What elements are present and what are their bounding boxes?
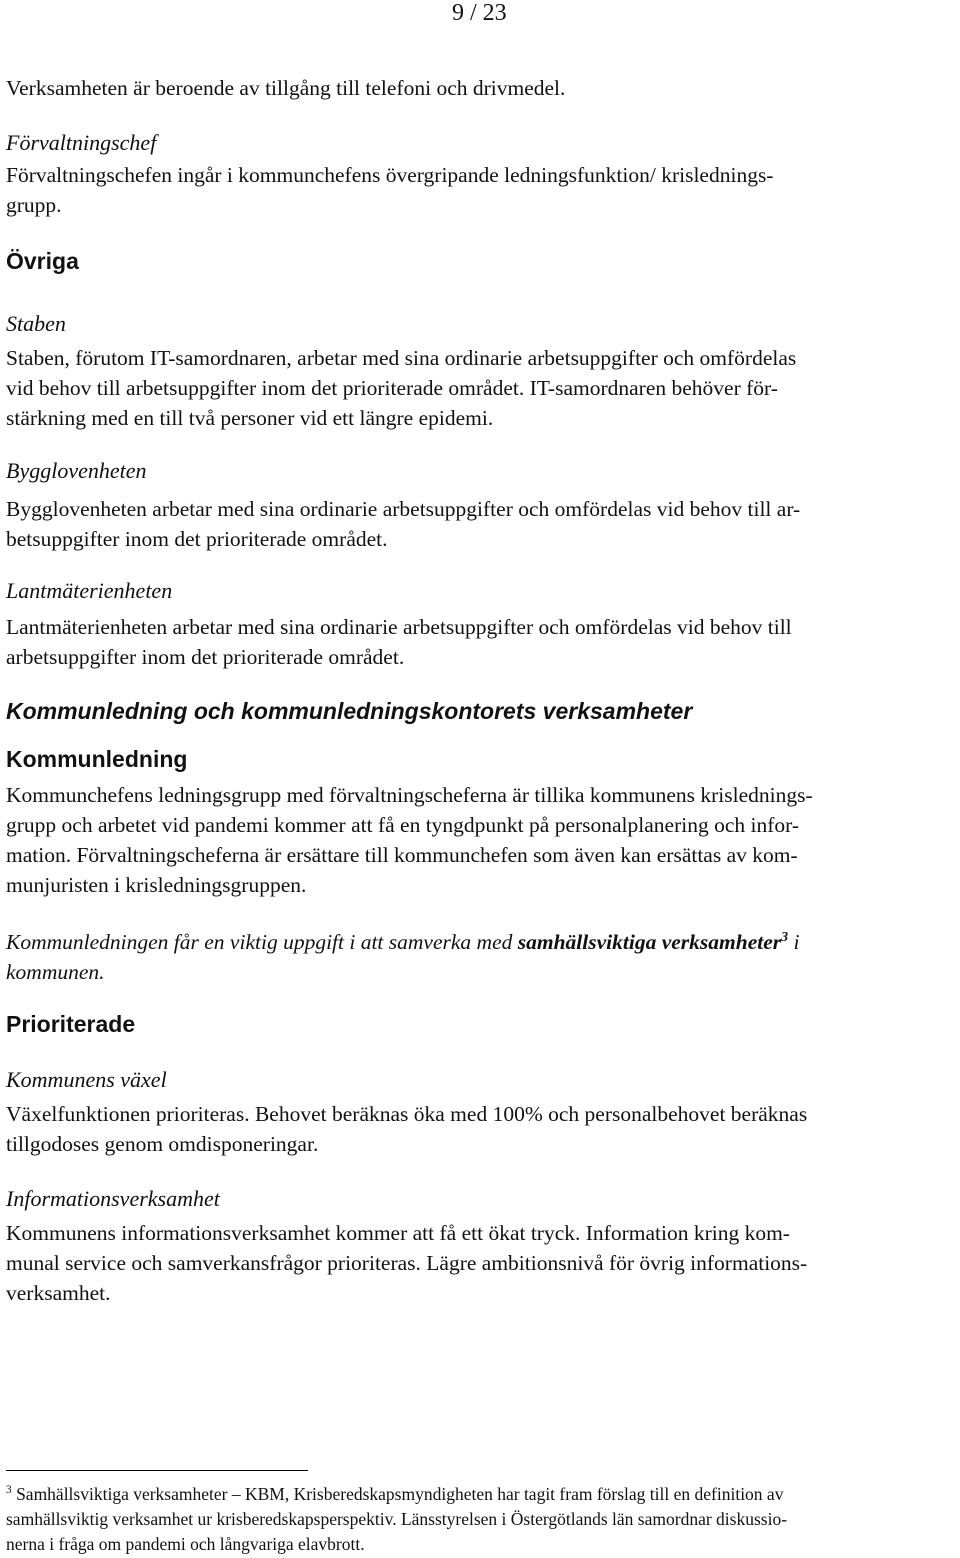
text-line xyxy=(6,927,954,957)
text-line: Kommunchefens ledningsgrupp med förvaltningscheferna är tillika kommunens krislednings- xyxy=(6,783,813,807)
heading-kommunledning-section: Kommunledning och kommunledningskontorets verksamheter xyxy=(6,698,693,724)
text-line: Förvaltningschefen ingår i kommunchefens övergripande ledningsfunktion/ krislednings- xyxy=(6,163,774,187)
intro-paragraph: Verksamheten är beroende av tillgång till telefoni och drivmedel. xyxy=(6,76,566,100)
paragraph-staben xyxy=(6,343,954,433)
text-line: munal service och samverkansfrågor prioriteras. Lägre ambitionsnivå för övrig informations- xyxy=(6,1251,808,1275)
heading-staben: Staben xyxy=(6,311,66,336)
paragraph-forvaltningschef xyxy=(6,160,954,220)
text-line: betsuppgifter inom det prioriterade området. xyxy=(6,527,388,551)
paragraph-kommunledning-note xyxy=(6,927,954,987)
paragraph-bygglovenheten xyxy=(6,494,954,554)
text-line: mation. Förvaltningscheferna är ersättare till kommunchefen som även kan ersättas av kom- xyxy=(6,843,798,867)
text-line: Bygglovenheten arbetar med sina ordinarie arbetsuppgifter och omfördelas vid behov till ar- xyxy=(6,497,801,521)
page-number: 9 / 23 xyxy=(452,0,507,26)
paragraph-informationsverksamhet xyxy=(6,1218,954,1308)
text-line: tillgodoses genom omdisponeringar. xyxy=(6,1132,319,1156)
paragraph-kommunledning xyxy=(6,780,954,900)
text-line xyxy=(6,1482,954,1507)
heading-ovriga: Övriga xyxy=(6,248,79,274)
footnote-marker: 3 xyxy=(6,1484,12,1497)
text-line: samhällsviktig verksamhet ur krisberedskapsperspektiv. Länsstyrelsen i Östergötlands län samordnar diskussio- xyxy=(6,1509,788,1529)
text-line: vid behov till arbetsuppgifter inom det prioriterade området. IT-samordnaren behöver för- xyxy=(6,376,778,400)
heading-forvaltningschef: Förvaltningschef xyxy=(6,130,157,155)
paragraph-vaxel xyxy=(6,1099,954,1159)
note-emphasis: samhällsviktiga verksamheter xyxy=(517,930,782,954)
text-line: kommunen. xyxy=(6,960,105,984)
note-text: Kommunledningen får en viktig uppgift i att samverka med xyxy=(6,930,518,954)
text-line: stärkning med en till två personer vid ett längre epidemi. xyxy=(6,406,494,430)
heading-prioriterade: Prioriterade xyxy=(6,1011,136,1037)
note-text: i xyxy=(788,930,800,954)
heading-bygglovenheten: Bygglovenheten xyxy=(6,458,147,483)
text-line: arbetsuppgifter inom det prioriterade området. xyxy=(6,645,405,669)
heading-lantmaterienheten: Lantmäterienheten xyxy=(6,578,173,603)
text-line: nerna i fråga om pandemi och långvariga elavbrott. xyxy=(6,1534,365,1554)
heading-vaxel: Kommunens växel xyxy=(6,1067,167,1092)
text-line: Staben, förutom IT-samordnaren, arbetar med sina ordinarie arbetsuppgifter och omfördelas xyxy=(6,346,797,370)
text-line: munjuristen i krisledningsgruppen. xyxy=(6,873,307,897)
heading-kommunledning: Kommunledning xyxy=(6,746,188,772)
paragraph-lantmaterienheten xyxy=(6,612,954,672)
footnote-divider xyxy=(6,1470,308,1471)
text-line: Lantmäterienheten arbetar med sina ordinarie arbetsuppgifter och omfördelas vid behov till xyxy=(6,615,792,639)
text-line: Kommunens informationsverksamhet kommer att få ett ökat tryck. Information kring kom- xyxy=(6,1221,790,1245)
heading-informationsverksamhet: Informationsverksamhet xyxy=(6,1186,220,1211)
footnote-text: Samhällsviktiga verksamheter – KBM, Krisberedskapsmyndigheten har tagit fram förslag till en definition av xyxy=(11,1484,784,1504)
footnote xyxy=(6,1482,954,1557)
text-line: grupp. xyxy=(6,193,62,217)
text-line: grupp och arbetet vid pandemi kommer att få en tyngdpunkt på personalplanering och infor- xyxy=(6,813,800,837)
footnote-reference: 3 xyxy=(781,929,789,945)
text-line: verksamhet. xyxy=(6,1281,111,1305)
text-line: Växelfunktionen prioriteras. Behovet beräknas öka med 100% och personalbehovet beräknas xyxy=(6,1102,808,1126)
